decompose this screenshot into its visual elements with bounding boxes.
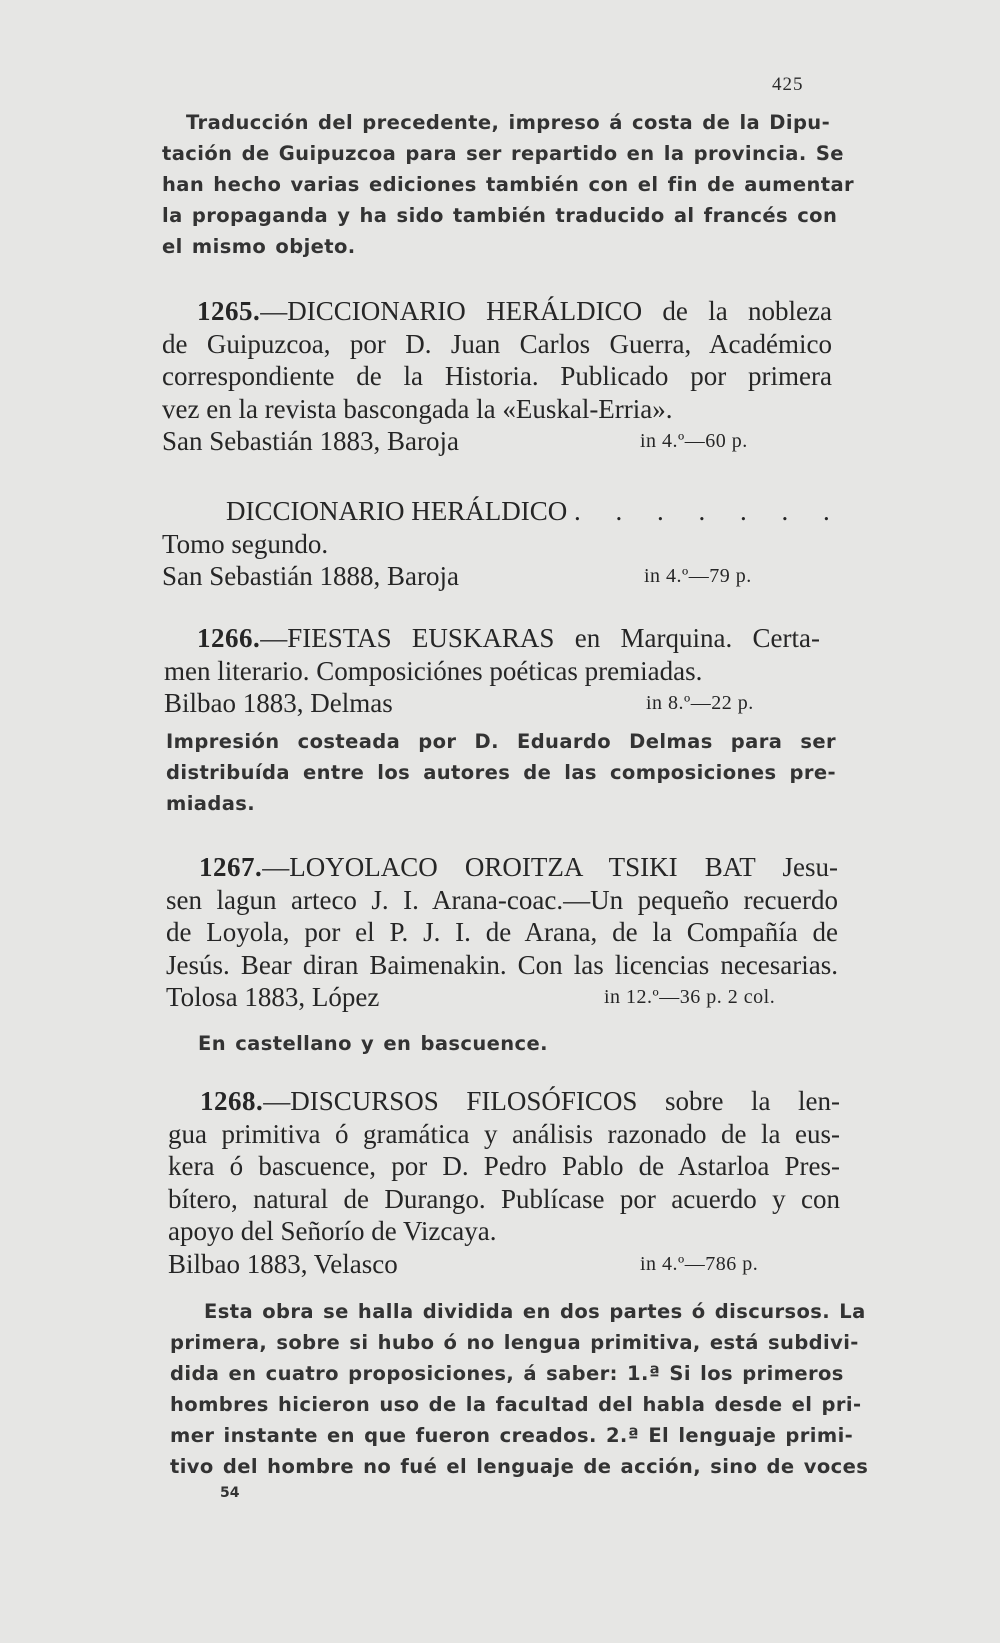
entry-imprint <box>164 687 820 720</box>
entry-text: —DISCURSOS FILOSÓFICOS sobre la len- <box>263 1086 840 1116</box>
imprint-format: in 8.º—22 p. <box>646 692 754 714</box>
imprint-format: in 4.º—79 p. <box>644 565 752 587</box>
entry-1268 <box>168 1085 840 1280</box>
entry-1265-volume-2 <box>162 495 842 593</box>
note-line: Impresión costeada por D. Eduardo Delmas para ser <box>166 730 836 753</box>
note-line: mer instante en que fueron creados. 2.ª El lenguaje primi- <box>170 1424 854 1447</box>
entry-line <box>162 495 842 528</box>
note-line: En castellano y en bascuence. <box>198 1032 548 1055</box>
intro-note <box>162 107 855 262</box>
intro-note-line: la propaganda y ha sido también traducido al francés con <box>162 204 838 227</box>
entry-line: men literario. Composiciónes poéticas premiadas. <box>164 655 703 686</box>
imprint-format: in 4.º—60 p. <box>640 430 748 452</box>
entry-line: Tomo segundo. <box>162 528 329 559</box>
entry-number: 1267. <box>199 852 263 882</box>
entry-imprint <box>168 1248 840 1281</box>
imprint-place: San Sebastián 1883, Baroja <box>162 426 459 456</box>
entry-text: —DICCIONARIO HERÁLDICO de la nobleza <box>260 296 832 326</box>
imprint-place: Bilbao 1883, Delmas <box>164 688 393 718</box>
entry-1266 <box>164 622 820 720</box>
entry-line <box>162 295 832 328</box>
entry-number: 1266. <box>197 623 261 653</box>
signature-mark: 54 <box>220 1485 240 1501</box>
imprint-format: in 4.º—786 p. <box>640 1252 759 1275</box>
entry-line: de Loyola, por el P. J. I. de Arana, de la Compañía de <box>166 917 838 947</box>
leader-dots: . . . . . . . <box>573 496 844 526</box>
entry-1268-note <box>170 1296 869 1482</box>
imprint-place: Bilbao 1883, Velasco <box>168 1248 398 1279</box>
entry-line: correspondiente de la Historia. Publicado por primera <box>162 361 832 391</box>
note-line: miadas. <box>166 792 256 815</box>
entry-line: vez en la revista bascongada la «Euskal-Erria». <box>162 393 673 424</box>
page-number: 425 <box>772 74 804 95</box>
entry-text: —LOYOLACO OROITZA TSIKI BAT Jesu- <box>262 852 838 882</box>
entry-1267-note <box>198 1028 818 1059</box>
imprint-format: in 12.º—36 p. 2 col. <box>604 986 776 1008</box>
entry-line: kera ó bascuence, por D. Pedro Pablo de Astarloa Pres- <box>168 1151 840 1181</box>
note-line: dida en cuatro proposiciones, á saber: 1.ª Si los primeros <box>170 1362 844 1385</box>
entry-line: apoyo del Señorío de Vizcaya. <box>168 1216 497 1246</box>
intro-note-line: Traducción del precedente, impreso á costa de la Dipu- <box>186 111 831 134</box>
entry-number: 1268. <box>200 1086 264 1116</box>
entry-number: 1265. <box>197 296 261 326</box>
note-line: distribuída entre los autores de las composiciones pre- <box>166 761 836 784</box>
intro-note-line: tación de Guipuzcoa para ser repartido en la provincia. Se <box>162 142 844 165</box>
entry-line <box>164 622 820 655</box>
entry-line: Jesús. Bear diran Baimenakin. Con las licencias necesarias. <box>166 949 838 980</box>
entry-line: de Guipuzcoa, por D. Juan Carlos Guerra, Académico <box>162 328 832 359</box>
note-line: hombres hicieron uso de la facultad del habla desde el pri- <box>170 1393 862 1416</box>
entry-line <box>168 1085 840 1118</box>
entry-line: sen lagun arteco J. I. Arana-coac.—Un pequeño recuerdo <box>166 884 838 915</box>
entry-imprint <box>166 981 838 1014</box>
note-line: primera, sobre si hubo ó no lengua primitiva, está subdivi- <box>170 1331 859 1354</box>
entry-imprint <box>162 425 832 458</box>
intro-note-line: el mismo objeto. <box>162 235 356 258</box>
entry-imprint <box>162 560 842 593</box>
note-line: tivo del hombre no fué el lenguaje de acción, sino de voces <box>170 1455 869 1478</box>
imprint-place: Tolosa 1883, López <box>166 982 380 1012</box>
entry-line: gua primitiva ó gramática y análisis razonado de la eus- <box>168 1118 840 1149</box>
entry-1265 <box>162 295 832 458</box>
entry-line: bítero, natural de Durango. Publícase por acuerdo y con <box>168 1183 840 1214</box>
note-line: Esta obra se halla dividida en dos partes ó discursos. La <box>204 1300 866 1323</box>
entry-1267 <box>166 851 838 1014</box>
subtitle: DICCIONARIO HERÁLDICO <box>226 496 568 526</box>
intro-note-line: han hecho varias ediciones también con el fin de aumentar <box>162 173 855 196</box>
imprint-place: San Sebastián 1888, Baroja <box>162 561 459 591</box>
entry-1266-note <box>166 726 836 819</box>
entry-text: —FIESTAS EUSKARAS en Marquina. Certa- <box>260 623 820 653</box>
entry-line <box>166 851 838 884</box>
